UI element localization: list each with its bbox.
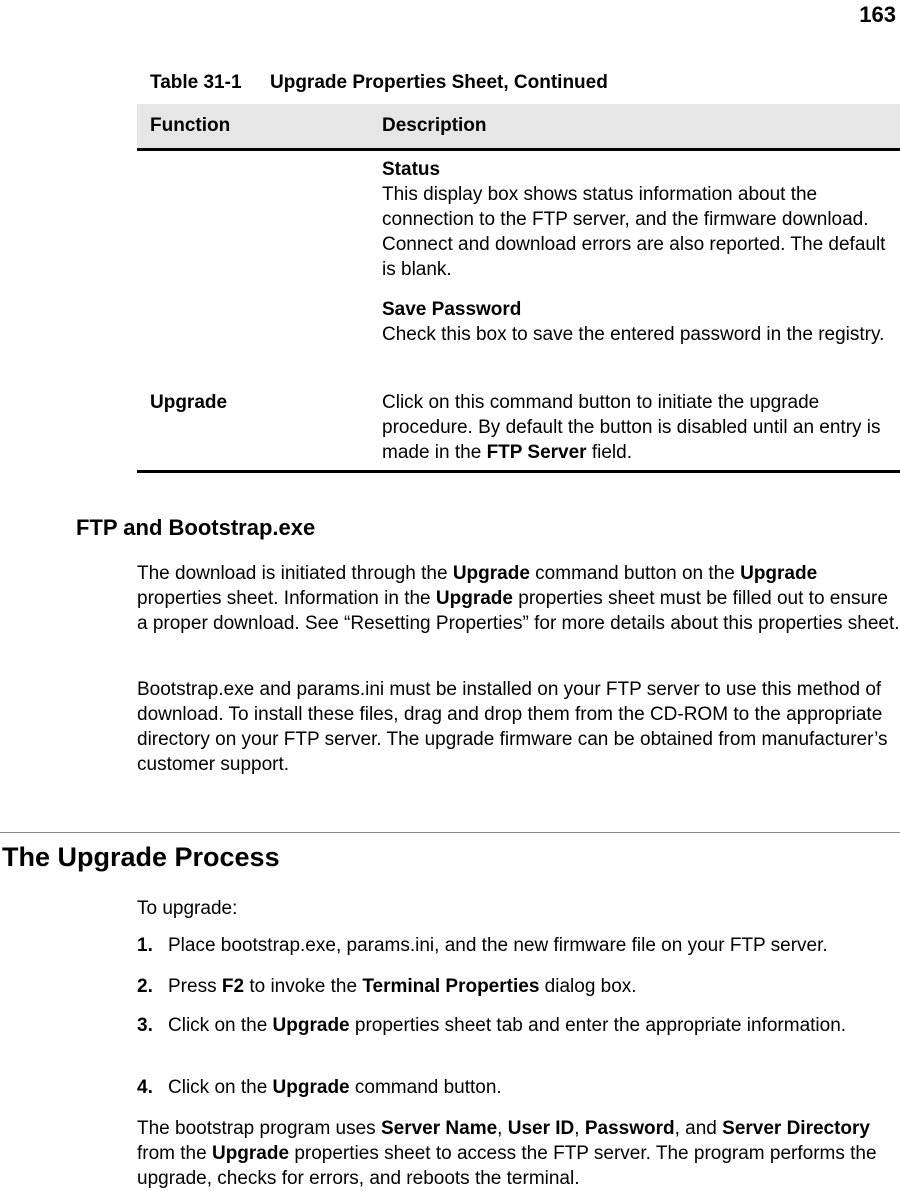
step-number: 3. — [137, 1015, 153, 1036]
upgrade-description-text: Click on this command button to initiate the upgrade procedure. By default the button is disabled until an entry is made in the — [382, 392, 881, 463]
text-run: properties sheet must be filled out to ensure a proper download. See “Resetting Properties” for more details about this properties sheet. — [137, 588, 900, 634]
text-run: , — [574, 1118, 585, 1139]
column-header-function: Function — [150, 115, 231, 136]
table-caption-number: Table 31-1 — [150, 72, 242, 93]
save-password-description — [382, 297, 887, 347]
text-run: properties sheet tab and enter the appropriate information. — [349, 1015, 847, 1036]
text-run: dialog box. — [539, 976, 637, 997]
ftp-paragraph-1 — [137, 561, 900, 636]
text-run: from the — [137, 1143, 212, 1164]
text-run: Click on the — [168, 1015, 273, 1036]
column-header-description: Description — [382, 115, 487, 136]
step-number: 2. — [137, 976, 153, 997]
step-text — [168, 1013, 900, 1038]
bold-term: Upgrade — [272, 1077, 350, 1098]
upgrade-closing-paragraph — [137, 1116, 900, 1191]
text-run: , — [497, 1118, 508, 1139]
bold-term: Upgrade — [435, 588, 513, 609]
text-run: properties sheet. Information in the — [137, 588, 436, 609]
section-heading-upgrade-process: The Upgrade Process — [2, 842, 280, 872]
upgrade-description-end: field. — [586, 442, 632, 463]
bold-term: Upgrade — [740, 563, 818, 584]
save-password-title: Save Password — [382, 299, 522, 320]
upgrade-description — [382, 390, 887, 465]
table-header — [137, 104, 900, 151]
step-item — [137, 1013, 900, 1038]
status-text: This display box shows status information about the connection to the FTP server, and the firmware download. Connect and download errors are also reported. The default is blank. — [382, 184, 886, 280]
save-password-text: Check this box to save the entered password in the registry. — [382, 324, 885, 345]
step-item — [137, 933, 900, 958]
bold-term: Upgrade — [211, 1143, 290, 1164]
upgrade-intro: To upgrade: — [137, 898, 238, 919]
text-run: properties sheet to access the FTP server. The program performs the upgrade, checks for errors, and reboots the terminal. — [137, 1143, 877, 1189]
upgrade-function-label: Upgrade — [150, 392, 228, 413]
text-run: The bootstrap program uses — [137, 1118, 381, 1139]
text-run: to invoke the — [244, 976, 363, 997]
step-text — [168, 974, 900, 999]
status-title: Status — [382, 159, 441, 180]
step-text — [168, 933, 900, 958]
bold-term: User ID — [507, 1118, 575, 1139]
section-heading-ftp: FTP and Bootstrap.exe — [76, 515, 316, 540]
text-run: , and — [674, 1118, 723, 1139]
status-description — [382, 157, 887, 282]
text-run: Click on the — [168, 1077, 273, 1098]
step-item — [137, 974, 900, 999]
text-run: command button. — [349, 1077, 502, 1098]
step-item — [137, 1075, 900, 1100]
bold-term: Upgrade — [272, 1015, 350, 1036]
bold-term: Server Directory — [722, 1118, 871, 1139]
bold-term: F2 — [221, 976, 245, 997]
text-run: The download is initiated through the — [137, 563, 453, 584]
bold-term: Password — [584, 1118, 675, 1139]
step-text — [168, 1075, 900, 1100]
section-divider — [0, 832, 900, 833]
ftp-paragraph-2: Bootstrap.exe and params.ini must be installed on your FTP server to use this method of download. To install these files, drag and drop them from the CD-ROM to the appropriate directory on your FTP server. The upgrade firmware can be obtained from manufacturer’s customer support. — [137, 679, 888, 775]
bold-term: Upgrade — [452, 563, 530, 584]
step-number: 1. — [137, 935, 153, 956]
ftp-server-term: FTP Server — [486, 442, 587, 463]
text-run: Place bootstrap.exe, params.ini, and the new firmware file on your FTP server. — [168, 935, 828, 956]
text-run: command button on the — [529, 563, 741, 584]
step-number: 4. — [137, 1077, 153, 1098]
bold-term: Server Name — [380, 1118, 498, 1139]
table-caption — [150, 72, 608, 94]
table-bottom-rule — [137, 470, 900, 473]
page-number: 163 — [859, 2, 896, 27]
table-caption-title: Upgrade Properties Sheet, Continued — [270, 72, 608, 93]
text-run: Press — [168, 976, 222, 997]
bold-term: Terminal Properties — [362, 976, 540, 997]
